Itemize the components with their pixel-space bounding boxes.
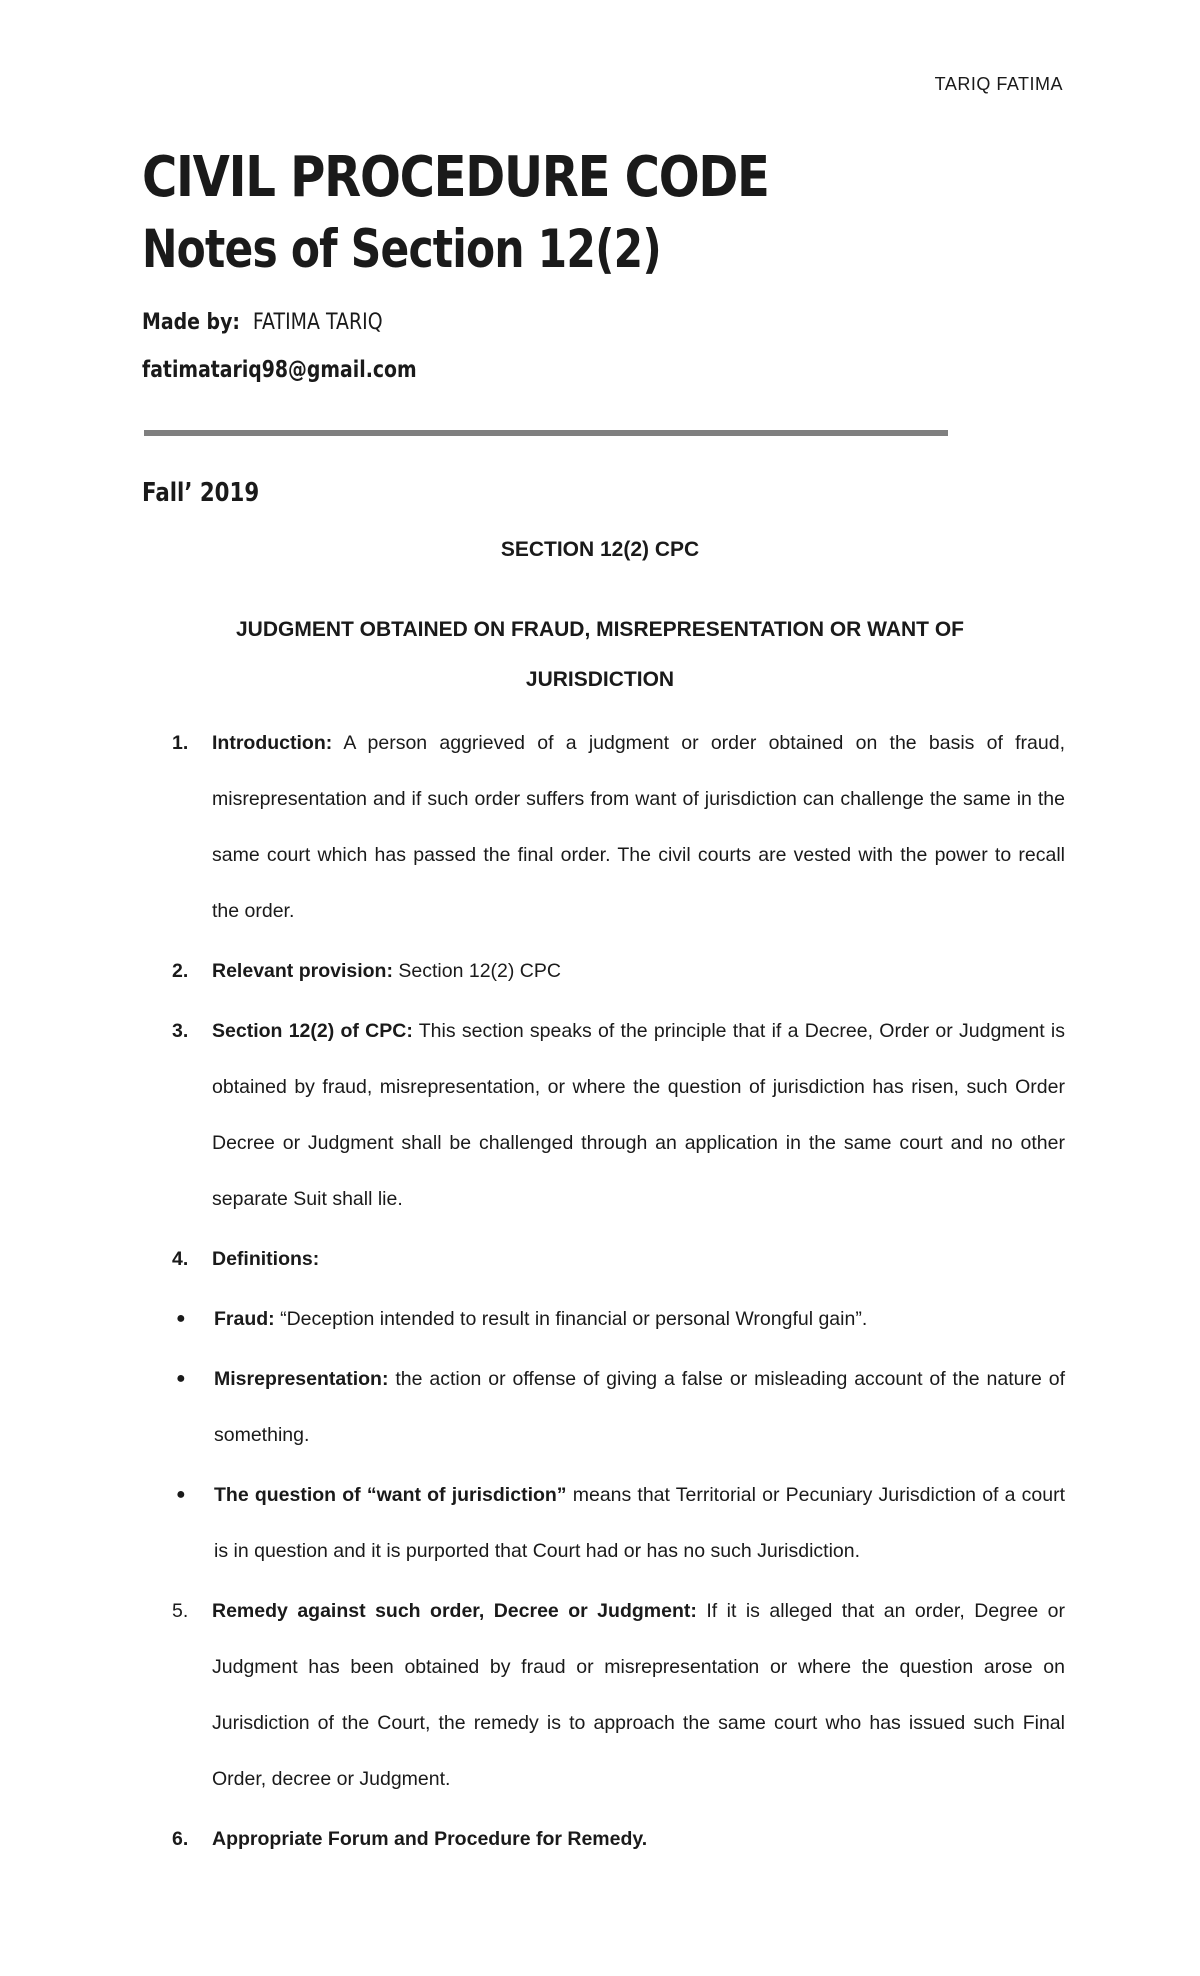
made-by-line (142, 310, 950, 335)
bullet-lead: The question of “want of jurisdiction” (214, 1484, 567, 1506)
item-lead: Section 12(2) of CPC: (212, 1020, 413, 1042)
bullet-lead: Misrepresentation: (214, 1368, 389, 1390)
item-lead: Introduction: (212, 732, 333, 754)
item-number: 4. (172, 1248, 189, 1270)
list-item (172, 943, 1065, 999)
bullet-item (172, 1291, 1065, 1347)
bullet-item (172, 1467, 1065, 1579)
made-by-label: Made by: (142, 310, 240, 335)
subject-heading-line-2: JURISDICTION (525, 668, 675, 691)
bullet-text: the action or offense of giving a false or misleading account of the nature of something. (214, 1368, 1065, 1446)
list-item (172, 715, 1065, 939)
subject-heading-line-1: JUDGMENT OBTAINED ON FRAUD, MISREPRESENTATION OR WANT OF (236, 618, 964, 641)
horizontal-divider (144, 430, 948, 436)
subject-heading (0, 605, 1200, 705)
bullet-icon: ● (176, 1310, 186, 1327)
title-block (142, 145, 1082, 383)
item-number: 1. (172, 732, 189, 754)
author-name: FATIMA TARIQ (252, 310, 383, 335)
item-number: 6. (172, 1828, 189, 1850)
item-text: If it is alleged that an order, Degree or Judgment has been obtained by fraud or misrepresentation or where the question arose on Jurisdiction of the Court, the remedy is to approach the same court who has issued such Final Order, decree or Judgment. (212, 1600, 1065, 1790)
item-number: 2. (172, 960, 189, 982)
author-email: fatimatariq98@gmail.com (142, 357, 417, 383)
list-item (172, 1583, 1065, 1807)
header-author-tag: TARIQ FATIMA (934, 74, 1063, 94)
bullet-lead: Fraud: (214, 1308, 275, 1330)
item-lead: Definitions: (212, 1248, 320, 1270)
item-lead: Relevant provision: (212, 960, 393, 982)
term-label: Fall’ 2019 (142, 478, 260, 508)
list-item (172, 1231, 1065, 1287)
document-title: CIVIL PROCEDURE CODE (142, 145, 769, 210)
item-number: 5. (172, 1600, 189, 1622)
item-lead: Remedy against such order, Decree or Judgment: (212, 1600, 697, 1622)
bullet-text: means that Territorial or Pecuniary Jurisdiction of a court is in question and it is purported that Court had or has no such Jurisdiction. (214, 1484, 1065, 1562)
bullet-text: “Deception intended to result in financial or personal Wrongful gain”. (274, 1308, 868, 1330)
item-lead: Appropriate Forum and Procedure for Remedy. (212, 1828, 648, 1850)
item-text: Section 12(2) CPC (392, 960, 561, 982)
bullet-item (172, 1351, 1065, 1463)
item-text: A person aggrieved of a judgment or order obtained on the basis of fraud, misrepresentation and if such order suffers from want of jurisdiction can challenge the same in the same court which has passed the final order. The civil courts are vested with the power to recall the order. (212, 732, 1065, 922)
item-number: 3. (172, 1020, 189, 1042)
bullet-icon: ● (176, 1486, 186, 1503)
section-heading: SECTION 12(2) CPC (500, 538, 700, 561)
bullet-icon: ● (176, 1370, 186, 1387)
list-item (172, 1811, 1065, 1867)
list-item (172, 1003, 1065, 1227)
notes-list (172, 715, 1065, 1871)
document-subtitle: Notes of Section 12(2) (142, 219, 661, 280)
item-text: This section speaks of the principle that if a Decree, Order or Judgment is obtained by fraud, misrepresentation, or where the question of jurisdiction has risen, such Order Decree or Judgment shall be challenged through an application in the same court and no other separate Suit shall lie. (212, 1020, 1065, 1210)
